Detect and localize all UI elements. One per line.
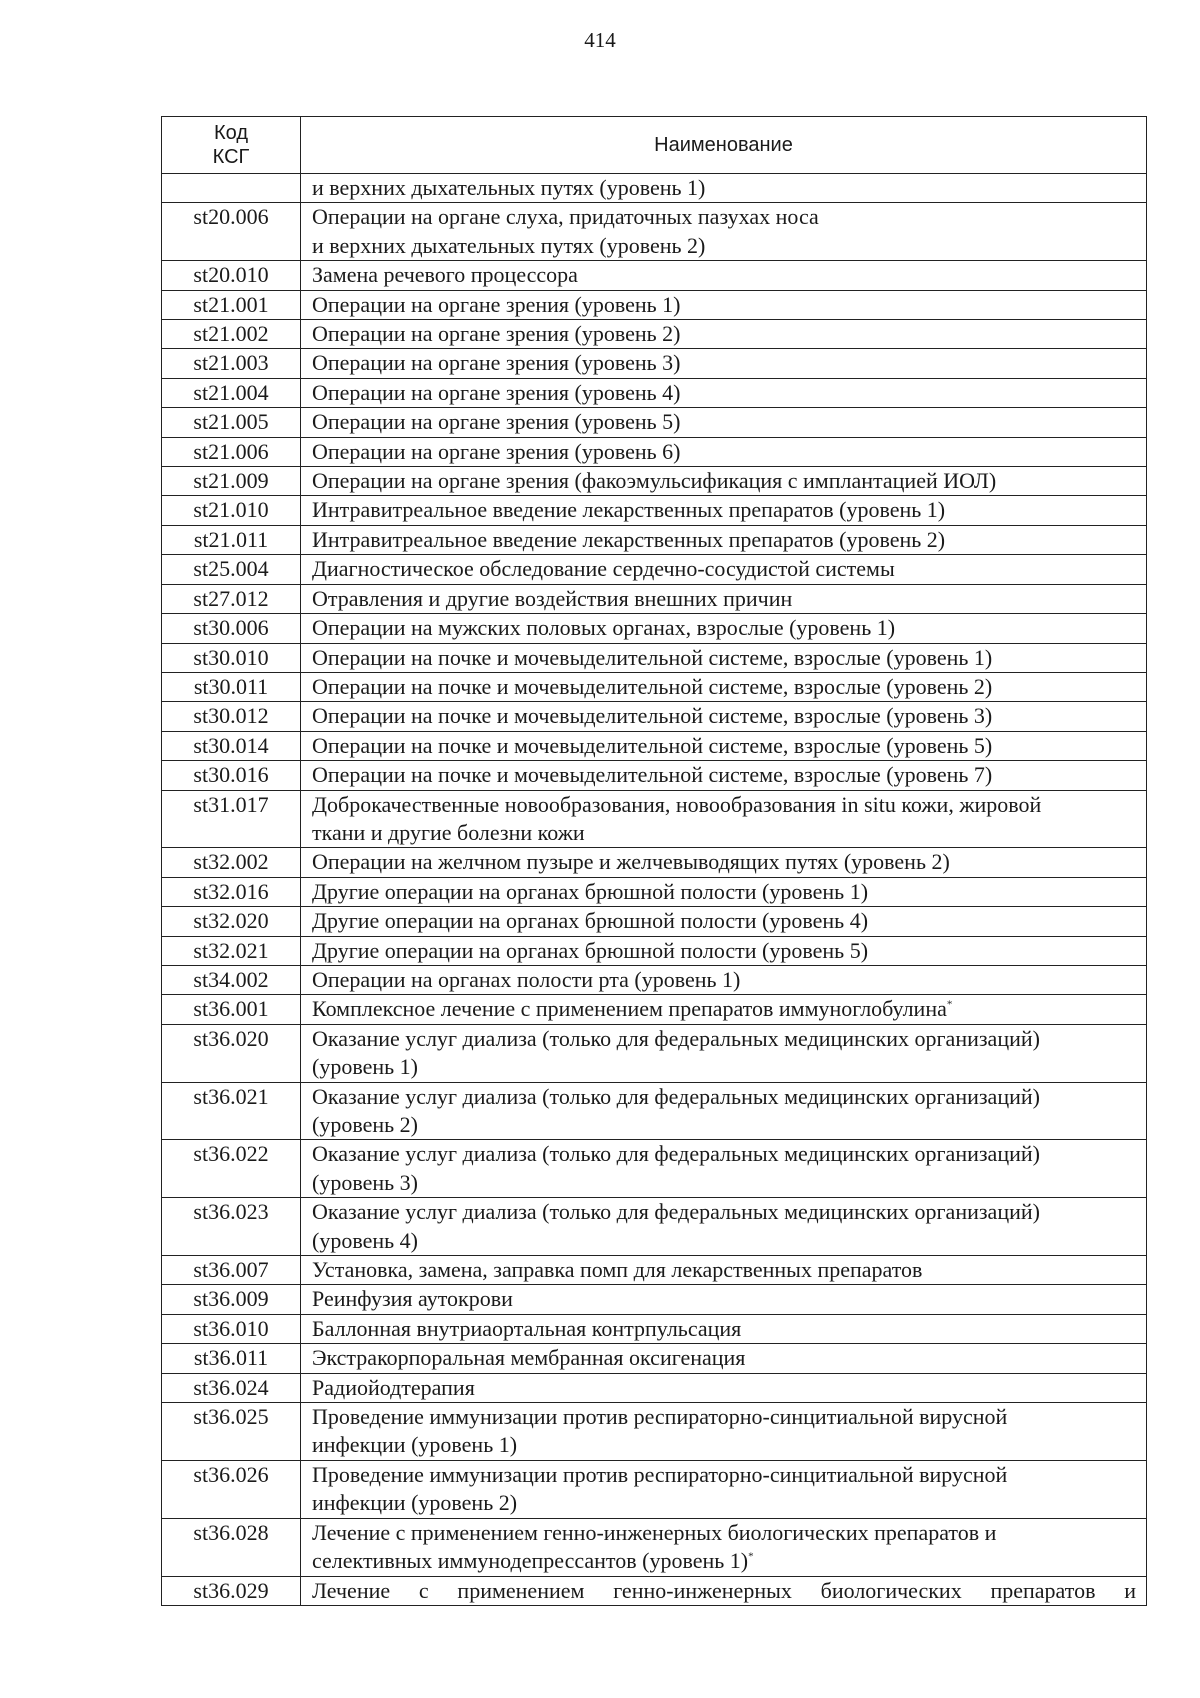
code-cell: st36.010 bbox=[162, 1314, 301, 1343]
name-cell bbox=[301, 1373, 1147, 1402]
code-cell: st30.006 bbox=[162, 614, 301, 643]
name-cell bbox=[301, 1024, 1147, 1082]
name-text: Интравитреальное введение лекарственных препаратов (уровень 1) bbox=[312, 497, 946, 523]
table-row bbox=[162, 261, 1147, 290]
name-text: Операции на почке и мочевыделительной системе, взрослые (уровень 2) bbox=[312, 673, 993, 699]
page-number: 414 bbox=[584, 28, 616, 52]
table-row bbox=[162, 643, 1147, 672]
name-continuation-text: и верхних дыхательных путях (уровень 2) bbox=[312, 232, 706, 258]
name-text: Замена речевого процессора bbox=[312, 262, 578, 288]
code-cell: st36.026 bbox=[162, 1460, 301, 1518]
table-row bbox=[162, 995, 1147, 1024]
code-cell: st31.017 bbox=[162, 790, 301, 848]
name-cell bbox=[301, 467, 1147, 496]
name-cell bbox=[301, 349, 1147, 378]
table-row bbox=[162, 1198, 1147, 1256]
table-row bbox=[162, 584, 1147, 613]
name-cell bbox=[301, 378, 1147, 407]
code-cell: st21.009 bbox=[162, 467, 301, 496]
name-cell bbox=[301, 437, 1147, 466]
name-continuation bbox=[312, 819, 1136, 847]
code-cell: st36.007 bbox=[162, 1256, 301, 1285]
name-cell bbox=[301, 1518, 1147, 1576]
name-text: Операции на органе зрения (уровень 5) bbox=[312, 409, 681, 435]
name-text: Интравитреальное введение лекарственных препаратов (уровень 2) bbox=[312, 526, 946, 552]
name-text: Операции на желчном пузыре и желчевыводящих путях (уровень 2) bbox=[312, 849, 950, 875]
code-cell: st30.014 bbox=[162, 731, 301, 760]
name-continuation-text: (уровень 2) bbox=[312, 1112, 418, 1137]
table-row bbox=[162, 203, 1147, 261]
table-row bbox=[162, 290, 1147, 319]
table-row bbox=[162, 1256, 1147, 1285]
name-text: Операции на почке и мочевыделительной системе, взрослые (уровень 7) bbox=[312, 762, 993, 788]
name-text: Оказание услуг диализа (только для федеральных медицинских организаций) bbox=[312, 1199, 1040, 1225]
table-row bbox=[162, 1024, 1147, 1082]
name-cell bbox=[301, 1314, 1147, 1343]
code-cell: st21.010 bbox=[162, 496, 301, 525]
name-cell bbox=[301, 1576, 1147, 1605]
name-cell bbox=[301, 320, 1147, 349]
name-cell bbox=[301, 614, 1147, 643]
name-cell bbox=[301, 1082, 1147, 1140]
code-cell: st25.004 bbox=[162, 555, 301, 584]
code-cell: st36.025 bbox=[162, 1403, 301, 1461]
code-cell: st36.028 bbox=[162, 1518, 301, 1576]
table-row bbox=[162, 1373, 1147, 1402]
name-cell bbox=[301, 1256, 1147, 1285]
name-cell bbox=[301, 1198, 1147, 1256]
code-cell: st36.022 bbox=[162, 1140, 301, 1198]
code-cell: st34.002 bbox=[162, 965, 301, 994]
name-continuation-text: (уровень 3) bbox=[312, 1169, 418, 1195]
table-row bbox=[162, 672, 1147, 701]
table-row bbox=[162, 761, 1147, 790]
name-text: Операции на органах полости рта (уровень 1) bbox=[312, 966, 741, 992]
name-continuation-text: (уровень 4) bbox=[312, 1227, 418, 1253]
table-row bbox=[162, 848, 1147, 877]
name-cell bbox=[301, 907, 1147, 936]
table-row bbox=[162, 1576, 1147, 1605]
footnote-marker: * bbox=[748, 1550, 754, 1563]
code-cell: st30.011 bbox=[162, 672, 301, 701]
header-row bbox=[162, 117, 1147, 174]
code-cell: st36.029 bbox=[162, 1576, 301, 1605]
name-text: Операции на органе зрения (уровень 1) bbox=[312, 291, 681, 317]
code-header-line1: Код bbox=[213, 122, 248, 144]
table-row bbox=[162, 1518, 1147, 1576]
name-text: Оказание услуг диализа (только для федеральных медицинских организаций) bbox=[312, 1141, 1040, 1167]
name-continuation bbox=[312, 1227, 1136, 1255]
code-cell: st36.024 bbox=[162, 1373, 301, 1402]
table-row bbox=[162, 349, 1147, 378]
table-row bbox=[162, 1403, 1147, 1461]
name-cell bbox=[301, 731, 1147, 760]
table-row bbox=[162, 320, 1147, 349]
name-text: Радиойодтерапия bbox=[312, 1374, 475, 1400]
name-text: Диагностическое обследование сердечно-сосудистой системы bbox=[312, 556, 895, 582]
name-text: Операции на органе зрения (уровень 6) bbox=[312, 438, 681, 464]
table-row bbox=[162, 731, 1147, 760]
name-text: Баллонная внутриаортальная контрпульсация bbox=[312, 1315, 742, 1341]
name-continuation-text: инфекции (уровень 1) bbox=[312, 1432, 518, 1458]
table-row bbox=[162, 1460, 1147, 1518]
name-text: Другие операции на органах брюшной полости (уровень 1) bbox=[312, 878, 869, 904]
name-continuation-text: инфекции (уровень 2) bbox=[312, 1490, 518, 1516]
name-text: Лечение с применением генно-инженерных биологических препаратов и bbox=[312, 1519, 997, 1545]
name-text: Операции на почке и мочевыделительной системе, взрослые (уровень 1) bbox=[312, 644, 993, 670]
code-cell: st21.003 bbox=[162, 349, 301, 378]
name-continuation bbox=[312, 1489, 1136, 1517]
table-row bbox=[162, 1082, 1147, 1140]
code-cell: st32.002 bbox=[162, 848, 301, 877]
name-cell bbox=[301, 1460, 1147, 1518]
table-row bbox=[162, 877, 1147, 906]
name-continuation-text: селективных иммунодепрессантов (уровень 1) bbox=[312, 1548, 749, 1574]
name-cell bbox=[301, 555, 1147, 584]
name-text: Операции на органе зрения (уровень 4) bbox=[312, 379, 681, 405]
code-cell: st36.009 bbox=[162, 1285, 301, 1314]
name-column-header: Наименование bbox=[301, 117, 1147, 174]
table-header bbox=[162, 117, 1147, 174]
name-text: Операции на почке и мочевыделительной системе, взрослые (уровень 5) bbox=[312, 732, 993, 758]
name-cell bbox=[301, 995, 1147, 1024]
name-cell: и верхних дыхательных путях (уровень 1) bbox=[301, 174, 1147, 203]
table-row bbox=[162, 907, 1147, 936]
code-cell: st20.010 bbox=[162, 261, 301, 290]
name-text: Комплексное лечение с применением препаратов иммуноглобулина bbox=[312, 996, 947, 1022]
name-text: Операции на органе зрения (факоэмульсификация с имплантацией ИОЛ) bbox=[312, 468, 997, 494]
table-row bbox=[162, 936, 1147, 965]
table-row bbox=[162, 378, 1147, 407]
code-cell: st20.006 bbox=[162, 203, 301, 261]
name-text: Реинфузия аутокрови bbox=[312, 1286, 513, 1312]
code-cell: st36.021 bbox=[162, 1082, 301, 1140]
name-continuation-text: ткани и другие болезни кожи bbox=[312, 819, 585, 845]
name-text: Операции на органе зрения (уровень 2) bbox=[312, 321, 681, 347]
name-text: Отравления и другие воздействия внешних причин bbox=[312, 585, 793, 611]
code-cell: st36.011 bbox=[162, 1344, 301, 1373]
code-header-line2: КСГ bbox=[212, 146, 250, 168]
name-continuation bbox=[312, 232, 1136, 260]
name-cell bbox=[301, 965, 1147, 994]
name-cell bbox=[301, 525, 1147, 554]
table-row bbox=[162, 1344, 1147, 1373]
table-row bbox=[162, 1314, 1147, 1343]
code-cell: st30.010 bbox=[162, 643, 301, 672]
name-text: Экстракорпоральная мембранная оксигенация bbox=[312, 1345, 746, 1371]
name-continuation bbox=[312, 1431, 1136, 1459]
name-text: Другие операции на органах брюшной полости (уровень 5) bbox=[312, 937, 869, 963]
name-cell bbox=[301, 496, 1147, 525]
table-row bbox=[162, 467, 1147, 496]
name-cell bbox=[301, 643, 1147, 672]
code-cell: st21.001 bbox=[162, 290, 301, 319]
code-cell: st30.012 bbox=[162, 702, 301, 731]
code-cell: st21.002 bbox=[162, 320, 301, 349]
name-text: Установка, замена, заправка помп для лекарственных препаратов bbox=[312, 1257, 923, 1283]
name-cell bbox=[301, 877, 1147, 906]
table-row bbox=[162, 702, 1147, 731]
code-cell: st36.001 bbox=[162, 995, 301, 1024]
name-text: Проведение иммунизации против респираторно-синцитиальной вирусной bbox=[312, 1461, 1008, 1487]
table-body bbox=[162, 174, 1147, 1606]
name-continuation-text: (уровень 1) bbox=[312, 1054, 418, 1080]
table-row bbox=[162, 790, 1147, 848]
code-cell: st36.020 bbox=[162, 1024, 301, 1082]
name-cell bbox=[301, 1403, 1147, 1461]
name-cell bbox=[301, 1140, 1147, 1198]
code-column-header bbox=[162, 117, 301, 174]
name-cell bbox=[301, 761, 1147, 790]
table-row bbox=[162, 614, 1147, 643]
name-text: Лечение с применением генно-инженерных биологических препаратов и bbox=[312, 1577, 1136, 1603]
name-cell bbox=[301, 408, 1147, 437]
code-cell bbox=[162, 174, 301, 203]
name-continuation bbox=[312, 1547, 1136, 1575]
name-continuation bbox=[312, 1169, 1136, 1197]
code-cell: st32.016 bbox=[162, 877, 301, 906]
ksg-table bbox=[161, 116, 1147, 1606]
name-cell bbox=[301, 936, 1147, 965]
name-cell bbox=[301, 290, 1147, 319]
table-row bbox=[162, 555, 1147, 584]
table-row bbox=[162, 496, 1147, 525]
name-cell bbox=[301, 672, 1147, 701]
name-cell bbox=[301, 203, 1147, 261]
name-cell bbox=[301, 790, 1147, 848]
name-cell bbox=[301, 702, 1147, 731]
name-cell bbox=[301, 848, 1147, 877]
code-cell: st21.011 bbox=[162, 525, 301, 554]
table-row bbox=[162, 1140, 1147, 1198]
name-text: Оказание услуг диализа (только для федеральных медицинских организаций) bbox=[312, 1025, 1040, 1051]
code-cell: st32.021 bbox=[162, 936, 301, 965]
name-continuation bbox=[312, 1111, 1136, 1139]
name-text: Операции на органе зрения (уровень 3) bbox=[312, 350, 681, 376]
code-cell: st30.016 bbox=[162, 761, 301, 790]
continuation-row bbox=[162, 174, 1147, 203]
table-row bbox=[162, 525, 1147, 554]
name-continuation bbox=[312, 1053, 1136, 1081]
name-text: Оказание услуг диализа (только для федеральных медицинских организаций) bbox=[312, 1083, 1040, 1109]
name-text: Другие операции на органах брюшной полости (уровень 4) bbox=[312, 908, 869, 934]
code-cell: st32.020 bbox=[162, 907, 301, 936]
table-row bbox=[162, 437, 1147, 466]
table-row bbox=[162, 965, 1147, 994]
code-cell: st36.023 bbox=[162, 1198, 301, 1256]
name-text: Операции на органе слуха, придаточных пазухах носа bbox=[312, 204, 819, 230]
name-cell bbox=[301, 584, 1147, 613]
footnote-marker: * bbox=[946, 999, 953, 1012]
name-text: Операции на почке и мочевыделительной системе, взрослые (уровень 3) bbox=[312, 703, 993, 729]
name-text: Доброкачественные новообразования, новообразования in situ кожи, жировой bbox=[312, 791, 1042, 817]
code-cell: st27.012 bbox=[162, 584, 301, 613]
code-cell: st21.006 bbox=[162, 437, 301, 466]
name-text: Операции на мужских половых органах, взрослые (уровень 1) bbox=[312, 615, 896, 641]
code-cell: st21.004 bbox=[162, 378, 301, 407]
name-text: Проведение иммунизации против респираторно-синцитиальной вирусной bbox=[312, 1404, 1008, 1430]
name-cell bbox=[301, 1344, 1147, 1373]
table-row bbox=[162, 408, 1147, 437]
name-cell bbox=[301, 1285, 1147, 1314]
table-row bbox=[162, 1285, 1147, 1314]
code-cell: st21.005 bbox=[162, 408, 301, 437]
name-cell bbox=[301, 261, 1147, 290]
